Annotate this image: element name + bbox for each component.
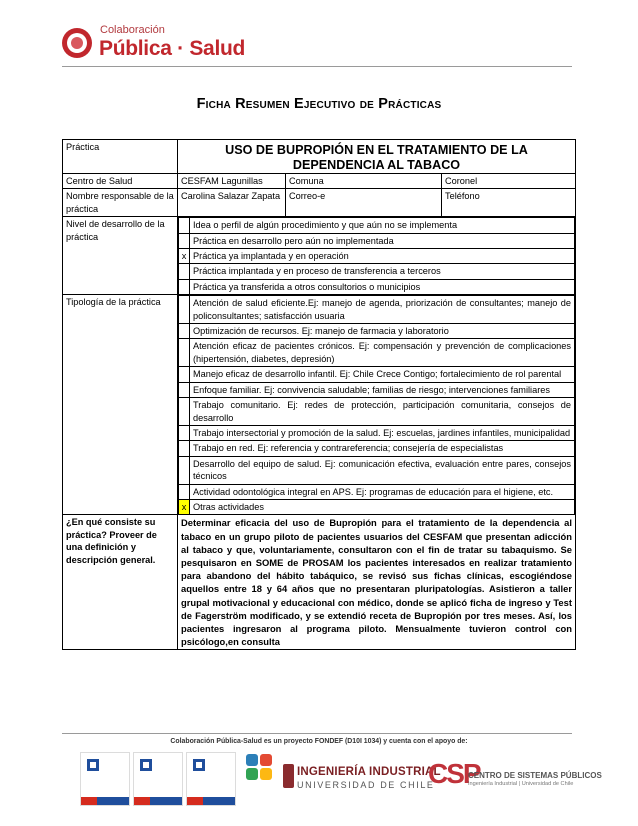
- option-row: [179, 499, 575, 514]
- header-divider: [62, 66, 572, 67]
- option-text: Desarrollo del equipo de salud. Ej: comunicación efectiva, evaluación entre pares, consejos técnicos: [190, 456, 575, 484]
- practica-row: [63, 140, 576, 174]
- ingenieria-industrial-logo: [283, 752, 441, 804]
- university-crest-icon: [283, 764, 294, 788]
- responsable-row: [63, 189, 576, 217]
- option-text: Enfoque familiar. Ej: convivencia saludable; familias de riesgo; intervenciones familiares: [190, 382, 575, 397]
- logo-line1: Colaboración: [100, 24, 165, 36]
- nivel-options: [178, 217, 576, 295]
- option-text: Práctica implantada y en proceso de transferencia a terceros: [190, 264, 575, 279]
- option-text: Práctica en desarrollo pero aún no implementada: [190, 233, 575, 248]
- flag-bar-red-icon: [81, 797, 97, 805]
- comuna-label: Comuna: [286, 174, 442, 189]
- star-emblem-icon: [193, 759, 205, 771]
- nivel-options-list: [178, 217, 575, 294]
- emblem-blue-icon: [246, 754, 258, 766]
- star-emblem-icon: [87, 759, 99, 771]
- practice-summary-table: [62, 139, 576, 650]
- option-text: Otras actividades: [190, 499, 575, 514]
- option-mark: [179, 456, 190, 484]
- footer-divider: [62, 733, 572, 734]
- option-text: Atención de salud eficiente.Ej: manejo de agenda, priorización de consultantes; manejo de policonsultantes; satisfacción usuaria: [190, 296, 575, 324]
- option-mark: x: [179, 499, 190, 514]
- option-mark: [179, 264, 190, 279]
- option-mark: [179, 296, 190, 324]
- option-row: [179, 249, 575, 264]
- option-row: [179, 382, 575, 397]
- option-text: Manejo eficaz de desarrollo infantil. Ej: Chile Crece Contigo; fortalecimiento de rol parental: [190, 367, 575, 382]
- tipologia-options-list: [178, 295, 575, 514]
- emblem-yellow-icon: [260, 768, 272, 780]
- ingenieria-line1: INGENIERÍA INDUSTRIAL: [297, 766, 441, 778]
- option-text: Atención eficaz de pacientes crónicos. Ej: compensación y prevención de complicaciones (hipertensión, diabetes, depresión): [190, 339, 575, 367]
- option-mark: [179, 398, 190, 426]
- emblem-red-icon: [260, 754, 272, 766]
- gobierno-chile-logo-1: [80, 752, 130, 806]
- option-row: [179, 218, 575, 233]
- option-text: Actividad odontológica integral en APS. Ej: programas de educación para el higiene, etc.: [190, 484, 575, 499]
- ingenieria-line2: UNIVERSIDAD DE CHILE: [297, 780, 435, 790]
- gobierno-chile-logo-2: [133, 752, 183, 806]
- option-mark: [179, 324, 190, 339]
- correo-label: Correo-e: [286, 189, 442, 217]
- option-text: Trabajo intersectorial y promoción de la salud. Ej: escuelas, jardines infantiles, municipalidad: [190, 425, 575, 440]
- option-row: [179, 367, 575, 382]
- logo-line2: Pública · Salud: [99, 37, 246, 60]
- flag-bar-red-icon: [187, 797, 203, 805]
- option-row: [179, 484, 575, 499]
- option-mark: [179, 484, 190, 499]
- option-mark: [179, 425, 190, 440]
- option-mark: [179, 233, 190, 248]
- option-mark: [179, 339, 190, 367]
- centro-row: [63, 174, 576, 189]
- responsable-label: Nombre responsable de la práctica: [63, 189, 178, 217]
- gobierno-chile-logo-3: [186, 752, 236, 806]
- option-mark: [179, 279, 190, 294]
- logo-circle-icon: [62, 28, 92, 58]
- option-text: Optimización de recursos. Ej: manejo de farmacia y laboratorio: [190, 324, 575, 339]
- descripcion-text: Determinar eficacia del uso de Bupropión para el tratamiento de la dependencia al tabaco en un grupo piloto de pacientes usuarios del CESFAM que presentan adicción al tabaco y que, voluntariamente, consultaron con el fin de tratar su tabaquismo. Se pesquisaron en SOME de PROSAM los pacientes interesados en realizar tratamiento para abandono del hábito tabáquico, se revisó sus fichas clínicas, escogiéndose aquellos entre 18 y 64 años que no presentaran pluripatologías. Asistieron a taller grupal motivacional y educacional con médico, donde se aplicó ficha de ingreso y Test de Fagerström modificado, y se extendió receta de Bupropión por tres meses. Así, los pacientes ingresaron al programa piloto. Mensualmente tuvieron control con psicólogo,en consulta: [178, 515, 576, 650]
- descripcion-row: [63, 515, 576, 650]
- emblem-green-icon: [246, 768, 258, 780]
- csp-line1: CENTRO DE SISTEMAS PÚBLICOS: [468, 771, 602, 780]
- option-row: [179, 324, 575, 339]
- option-row: [179, 441, 575, 456]
- option-row: [179, 398, 575, 426]
- option-row: [179, 339, 575, 367]
- nivel-label: Nivel de desarrollo de la práctica: [63, 217, 178, 295]
- option-text: Trabajo en red. Ej: referencia y contrareferencia; consejería de especialistas: [190, 441, 575, 456]
- centro-label: Centro de Salud: [63, 174, 178, 189]
- option-row: [179, 264, 575, 279]
- option-row: [179, 279, 575, 294]
- municipalidades-emblem-icon: [244, 752, 276, 782]
- tipologia-options: [178, 295, 576, 515]
- option-mark: [179, 218, 190, 233]
- option-mark: [179, 441, 190, 456]
- option-text: Trabajo comunitario. Ej: redes de protección, participación comunitaria, consejos de desarrollo: [190, 398, 575, 426]
- descripcion-label: ¿En qué consiste su práctica? Proveer de una definición y descripción general.: [63, 515, 178, 650]
- csp-line2: Ingeniería Industrial | Universidad de Chile: [468, 781, 574, 787]
- option-row: [179, 296, 575, 324]
- asociacion-municipalidades-logo: [240, 752, 280, 804]
- centro-sistemas-publicos-logo: [428, 752, 602, 804]
- option-text: Práctica ya implantada y en operación: [190, 249, 575, 264]
- option-text: Idea o perfil de algún procedimiento y que aún no se implementa: [190, 218, 575, 233]
- practica-label: Práctica: [63, 140, 178, 174]
- option-mark: [179, 382, 190, 397]
- centro-value: CESFAM Lagunillas: [178, 174, 286, 189]
- footer-text: Colaboración Pública-Salud es un proyecto FONDEF (D10I 1034) y cuenta con el apoyo de:: [170, 738, 468, 745]
- option-row: [179, 456, 575, 484]
- option-mark: x: [179, 249, 190, 264]
- option-text: Práctica ya transferida a otros consultorios o municipios: [190, 279, 575, 294]
- telefono-label: Teléfono: [442, 189, 576, 217]
- star-emblem-icon: [140, 759, 152, 771]
- responsable-value: Carolina Salazar Zapata: [178, 189, 286, 217]
- csp-mark: CSP: [428, 758, 480, 789]
- tipologia-label: Tipología de la práctica: [63, 295, 178, 515]
- nivel-row: [63, 217, 576, 295]
- option-row: [179, 425, 575, 440]
- option-mark: [179, 367, 190, 382]
- page-title: Ficha Resumen Ejecutivo de Prácticas: [196, 96, 442, 112]
- flag-bar-red-icon: [134, 797, 150, 805]
- option-row: [179, 233, 575, 248]
- tipologia-row: [63, 295, 576, 515]
- comuna-value: Coronel: [442, 174, 576, 189]
- practica-value: USO DE BUPROPIÓN EN EL TRATAMIENTO DE LA DEPENDENCIA AL TABACO: [178, 140, 576, 174]
- colaboracion-publica-salud-logo: [62, 22, 246, 66]
